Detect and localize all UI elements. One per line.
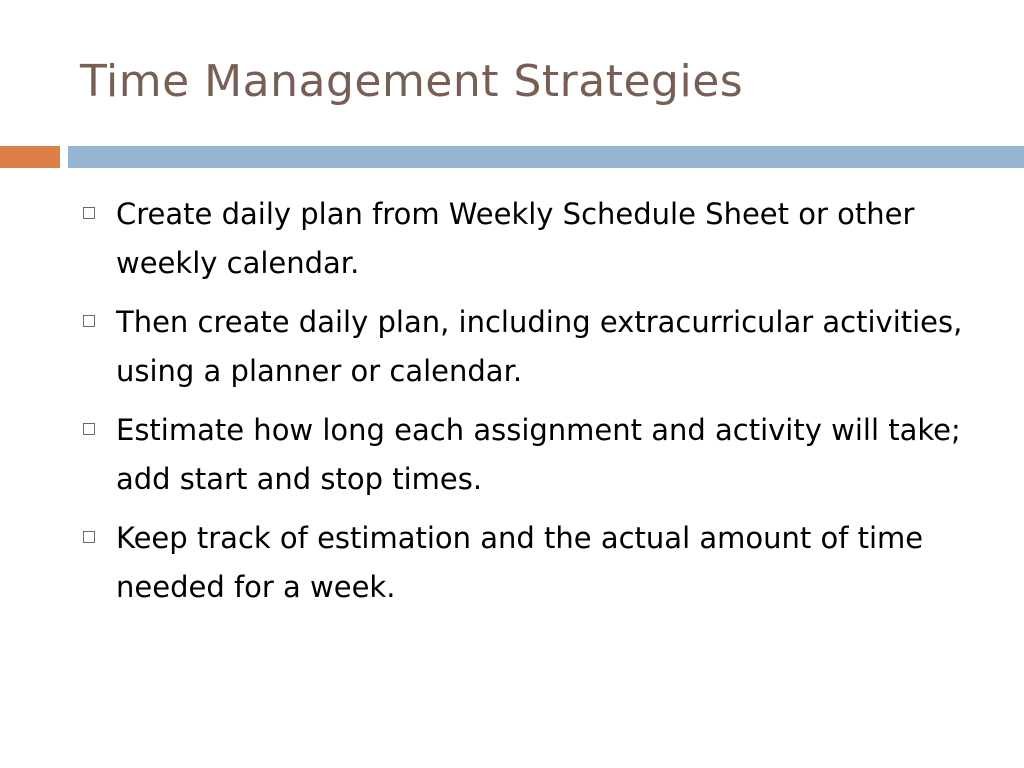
hollow-square-bullet-icon [83,531,95,543]
bullet-text: Keep track of estimation and the actual amount of time needed for a week. [116,521,924,604]
title-accent-bar [0,146,60,168]
hollow-square-bullet-icon [83,315,95,327]
bullet-list [80,190,980,622]
bullet-text: Estimate how long each assignment and activity will take; add start and stop times. [116,413,961,496]
bullet-item [80,406,980,504]
hollow-square-bullet-icon [83,207,95,219]
slide-title: Time Management Strategies [80,56,744,107]
bullet-item [80,190,980,288]
bullet-text: Create daily plan from Weekly Schedule Sheet or other weekly calendar. [116,197,915,280]
bullet-item [80,514,980,612]
title-divider-bar [68,146,1024,168]
hollow-square-bullet-icon [83,423,95,435]
bullet-item [80,298,980,396]
bullet-text: Then create daily plan, including extracurricular activities, using a planner or calendar. [116,305,963,388]
